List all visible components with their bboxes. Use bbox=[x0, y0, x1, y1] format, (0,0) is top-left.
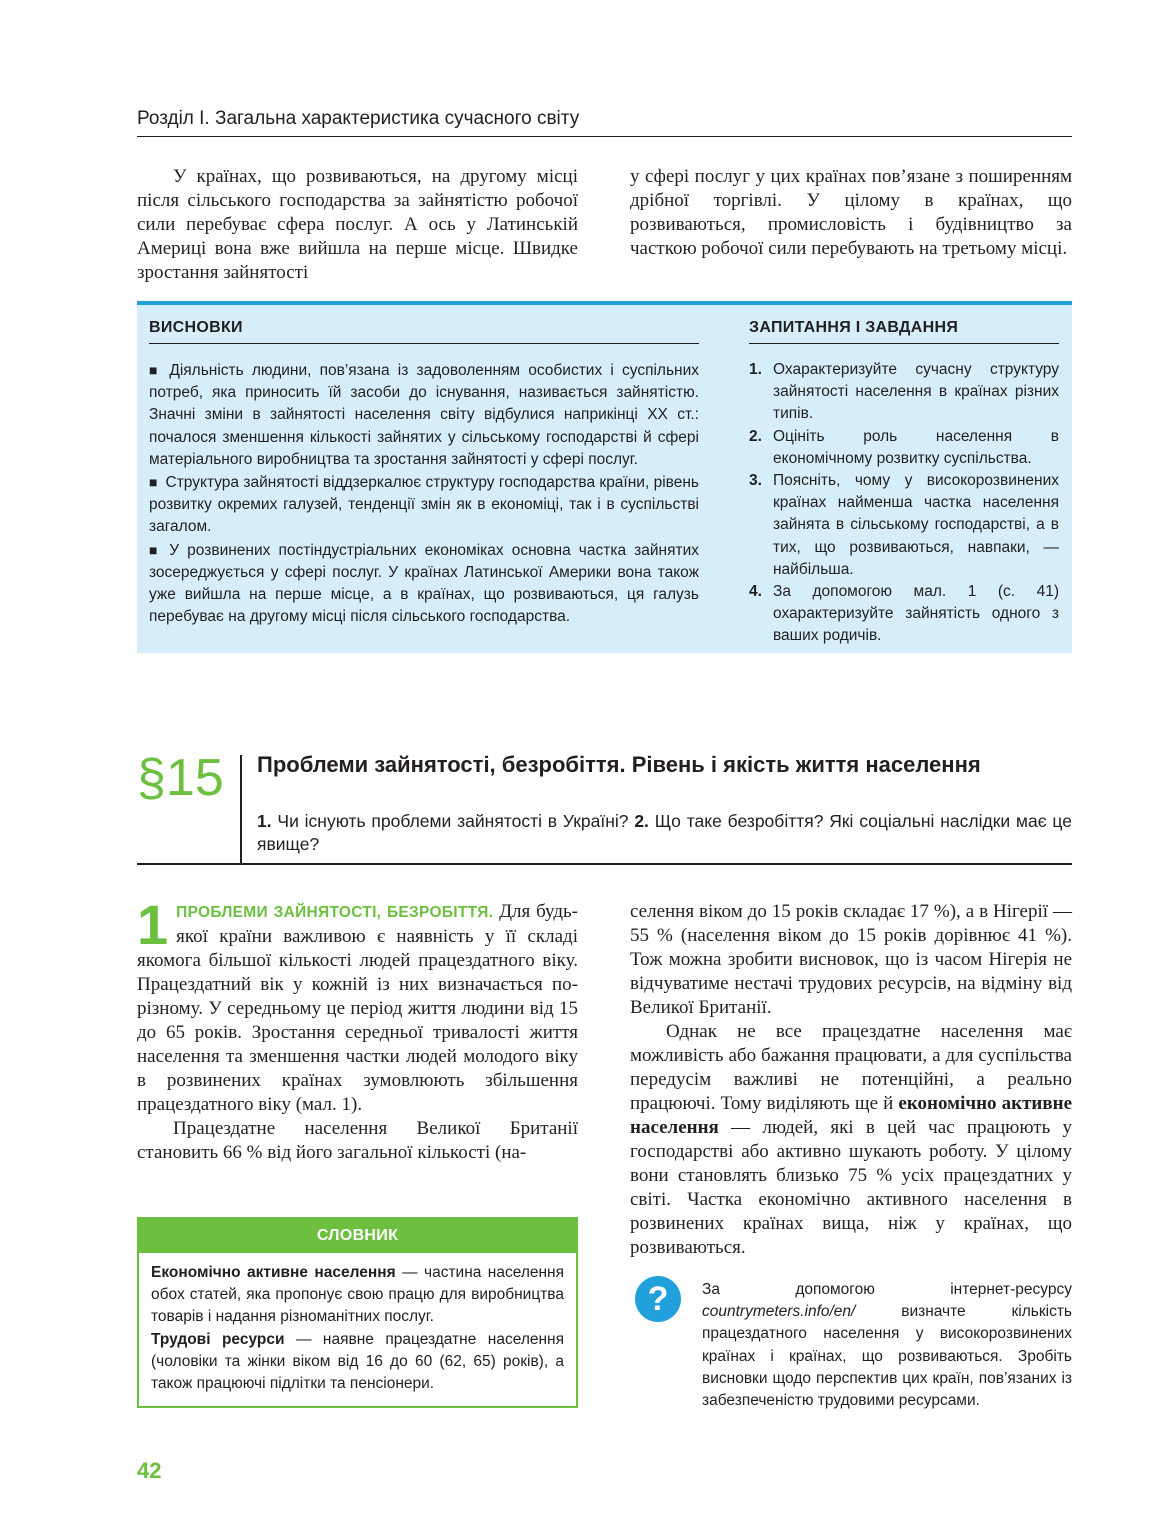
section-dropcap: 1 bbox=[137, 893, 169, 956]
conclusions-list bbox=[149, 359, 699, 628]
paragraph-questions: 1. Чи існують проблеми зайнятості в Україні? 2. Що таке безробіття? Які соціальні наслідки має це явище? bbox=[257, 811, 1072, 854]
intro-right-column bbox=[630, 165, 1072, 261]
bullet-square-icon: ■ bbox=[149, 541, 162, 558]
paragraph-number: §15 bbox=[137, 749, 224, 807]
glossary-box bbox=[137, 1217, 578, 1408]
conclusions-heading: ВИСНОВКИ bbox=[149, 319, 699, 344]
section1-heading: ПРОБЛЕМИ ЗАЙНЯТОСТІ, БЕЗРОБІТТЯ. bbox=[176, 904, 494, 921]
paragraph-divider bbox=[240, 755, 242, 863]
intro-left-paragraph: У країнах, що розвиваються, на другому місці після сільського господарства за зайнятістю робочої сили перебуває сфера послуг. А ось у Латинській Америці вона вже вийшла на перше місце. Швидке зростання зайнятості bbox=[137, 166, 578, 283]
section1-paragraph-3: селення віком до 15 років складає 17 %), а в Нігерії — 55 % (населення віком до 15 років дорівнює 41 %). Тож можна зробити висновок, що із часом Нігерія не відчуватиме нестачі трудових ресурсів, на відміну від Великої Британії. bbox=[630, 901, 1072, 1018]
paragraph-title: Проблеми зайнятості, безробіття. Рівень і якість життя населення bbox=[257, 752, 981, 777]
bullet-square-icon: ■ bbox=[149, 362, 162, 378]
glossary-entry: Економічно активне населення — частина населення обох статей, яка пропонує свою працю для виробництва товарів і надання різноманітних послуг. bbox=[151, 1264, 565, 1326]
conclusion-item: ■ Діяльність людини, пов’язана із задоволенням особистих і суспільних потреб, яка приносить їй засоби до існування, називається зайнятістю. Значні зміни в зайнятості населення світу відбулися наприкінці ХХ ст.: почалося зменшення кількості зайнятих у сільському господарстві й сфері матеріального виробництва та зростання зайнятості у сфері послуг. bbox=[149, 362, 699, 468]
highlighted-term: економічно активне населення bbox=[630, 1093, 1073, 1138]
questions-heading: ЗАПИТАННЯ І ЗАВДАННЯ bbox=[749, 319, 1059, 344]
intro-right-paragraph: у сфері послуг у цих країнах пов’язане з поширенням дрібної торгівлі. У цілому в країнах, що розвиваються, промисловість і будівництво за часткою робочої сили перебувають на третьому місці. bbox=[630, 166, 1072, 259]
paragraph-rule bbox=[137, 863, 1072, 865]
conclusion-item: ■ Структура зайнятості віддзеркалює структуру господарства країни, рівень розвитку окремих галузей, тенденції змін як в економіці, так і в суспільстві загалом. bbox=[149, 474, 699, 536]
glossary-body bbox=[139, 1253, 576, 1395]
question-item: 4. За допомогою мал. 1 (с. 41) охарактеризуйте зайнятість одного з ваших родичів. bbox=[749, 583, 1059, 645]
section1-paragraph-2: Працездатне населення Великої Британії становить 66 % від його загальної кількості (на- bbox=[137, 1118, 578, 1163]
question-item: 2. Оцініть роль населення в економічному розвитку суспільства. bbox=[749, 427, 1059, 467]
page-number: 42 bbox=[137, 1458, 162, 1483]
glossary-entry: Трудові ресурси — наявне працездатне населення (чоловіки та жінки віком від 16 до 60 (62, 65) років), а також працюючі підлітки та пенсіонери. bbox=[151, 1330, 564, 1393]
question-item: 1. Охарактеризуйте сучасну структуру зайнятості населення в країнах різних типів. bbox=[749, 361, 1059, 423]
glossary-heading: СЛОВНИК bbox=[139, 1219, 576, 1253]
task-text: За допомогою інтернет-ресурсу countrymeters.info/en/ визначте кількість працездатного населення у високорозвинених країнах і країнах, що розвиваються. Зробіть висновки щодо перспектив цих країн, пов’язаних із забезпеченістю трудовими ресурсами. bbox=[702, 1281, 1072, 1410]
running-header: Розділ І. Загальна характеристика сучасного світу bbox=[137, 108, 1072, 137]
resource-link[interactable]: countrymeters.info/en/ bbox=[702, 1303, 856, 1321]
conclusion-item: ■ У розвинених постіндустріальних економіках основна частка зайнятих зосереджується у сфері послуг. У країнах Латинської Америки вона також уже вийшла на перше місце, а в країнах, що розвиваються, ця галузь перебуває на другому місці після сільського господарства. bbox=[149, 541, 699, 626]
questions-list bbox=[749, 359, 1059, 648]
section1-paragraph-4: Однак не все працездатне населення має можливість або бажання працювати, а для суспільства передусім важливі не потенційні, а реально працюючі. Тому виділяють ще й економічно активне населення — людей, які в цей час працюють у господарстві або активно шукають роботу. У цілому вони становлять близько 75 % усіх працездатних у світі. Частка економічно активного населення в розвинених країнах вища, ніж у країнах, що розвиваються. bbox=[630, 1021, 1073, 1258]
intro-left-column bbox=[137, 165, 578, 285]
bullet-square-icon: ■ bbox=[149, 474, 158, 491]
section1-paragraph-1: 1 ПРОБЛЕМИ ЗАЙНЯТОСТІ, БЕЗРОБІТТЯ. Для будь-якої країни важливою є наявність у її складі якомога більшої кількості людей працездатного віку. Працездатний вік у кожній із них визначається по-різному. У середньому це період життя людини від 15 до 65 років. Зростання середньої тривалості життя населення та зменшення частки людей молодого віку в розвинених країнах зумовлюють збільшення працездатного віку (мал. 1). bbox=[137, 893, 578, 1115]
question-icon: ? bbox=[635, 1276, 681, 1322]
main-right-column bbox=[630, 900, 1072, 1260]
question-item: 3. Поясніть, чому у високорозвинених країнах найменша частка населення зайнята в сільському господарстві, а в тих, що розвиваються, навпаки, — найбільша. bbox=[749, 472, 1059, 578]
summary-box bbox=[137, 301, 1072, 653]
main-left-column bbox=[137, 893, 578, 1165]
